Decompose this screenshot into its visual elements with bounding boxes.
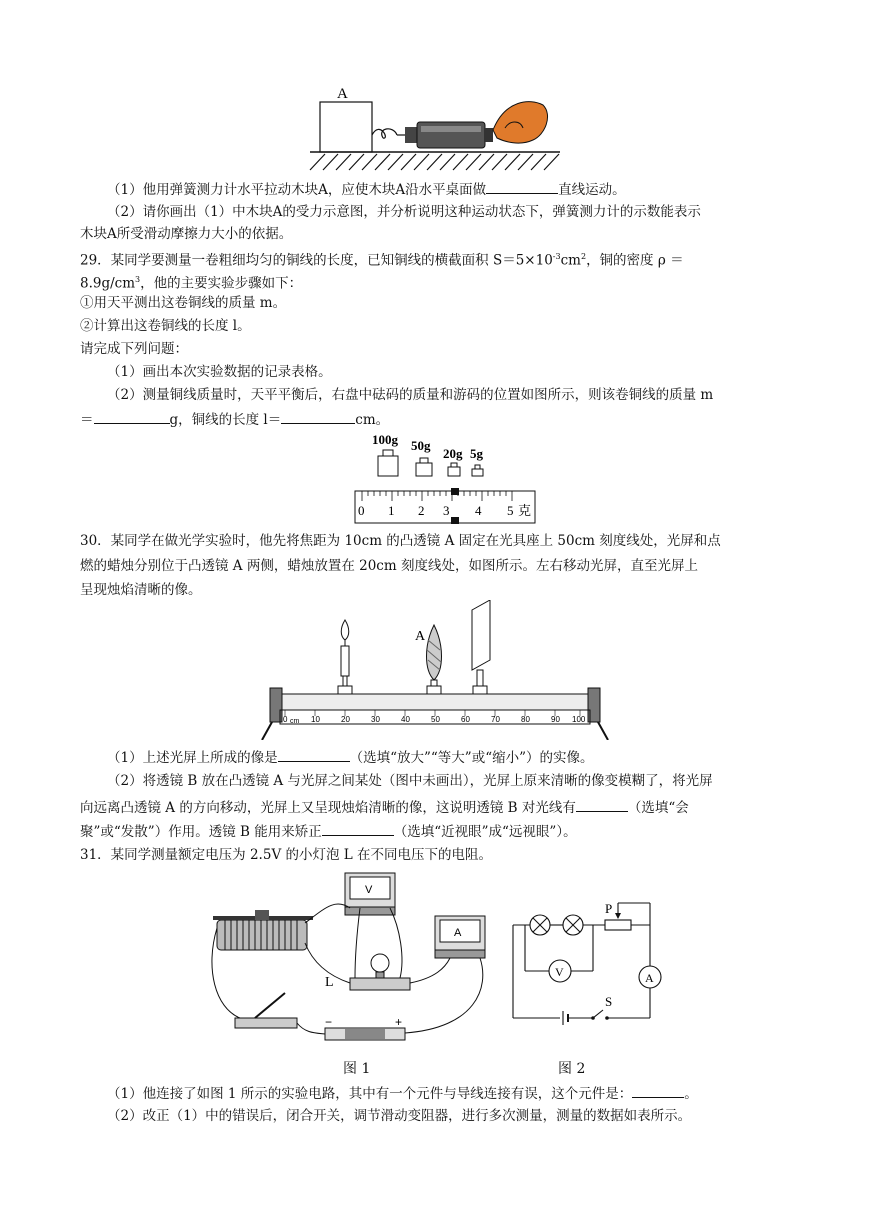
fig1-voltmeter-label: V — [365, 884, 373, 896]
bench-tick-10: 10 — [311, 715, 320, 724]
q30-part1 — [107, 747, 594, 767]
q30-part2-line2 — [80, 797, 689, 817]
q28-part2-line1: （2）请你画出（1）中木块A的受力示意图，并分析说明这种运动状态下，弹簧测力计的示数能表示 — [107, 204, 701, 220]
q30-p2-l3a: 聚”或“发散”）作用。透镜 B 能用来矫正 — [80, 824, 322, 840]
scale-tick-0: 0 — [358, 503, 365, 518]
bench-tick-40: 40 — [401, 715, 410, 724]
q31-p1-post: 。 — [684, 1086, 698, 1102]
battery-icon — [325, 1015, 405, 1040]
bench-tick-20: 20 — [341, 715, 350, 724]
weight-100g-icon — [378, 450, 398, 476]
q30-p1-pre: （1）上述光屏上所成的像是 — [107, 750, 278, 766]
circuit-fig2 — [505, 893, 670, 1033]
bench-tick-100: 100 — [572, 715, 586, 724]
q30-image-blank[interactable] — [278, 747, 350, 762]
q29-l2-b: ，他的主要实验步骤如下： — [140, 275, 303, 292]
q29-l1-exp1: -3 — [552, 252, 561, 261]
q31-component-blank[interactable] — [632, 1083, 684, 1098]
bench-tick-50: 50 — [431, 715, 440, 724]
q29-part2-line1: （2）测量铜线质量时，天平平衡后，右盘中砝码的质量和游码的位置如图所示，则该卷铜线的质量 m — [107, 387, 714, 403]
q31-p1-pre: （1）他连接了如图 1 所示的实验电路，其中有一个元件与导线连接有误，这个元件是： — [107, 1086, 633, 1102]
q29-part2-line2 — [80, 409, 389, 429]
q29-l1-c: ，铜的密度 ρ ＝ — [586, 252, 684, 269]
bench-tick-90: 90 — [551, 715, 560, 724]
weight-label-5g: 5g — [470, 446, 483, 461]
bench-tick-60: 60 — [461, 715, 470, 724]
bench-tick-0: 0 — [283, 715, 288, 724]
lens-a-icon — [427, 625, 442, 690]
q29-mass-blank[interactable] — [94, 409, 170, 424]
q29-l1-a: 29．某同学要测量一卷粗细均匀的铜线的长度，已知铜线的横截面积 S＝5×10 — [80, 252, 553, 269]
block-spring-scale-figure — [305, 80, 565, 175]
q29-l2-a: 8.9g/cm — [80, 275, 136, 292]
circuit-fig1 — [205, 868, 500, 1048]
q28-part2-line2: 木块A所受滑动摩擦力大小的依据。 — [80, 226, 293, 242]
fig2-label-P: P — [605, 901, 613, 916]
bench-unit: cm — [290, 718, 300, 725]
q29-p2-l2c: cm。 — [355, 412, 390, 428]
scale-tick-5: 5 — [507, 503, 514, 518]
q28-part1-post: 直线运动。 — [558, 182, 626, 198]
bench-tick-70: 70 — [491, 715, 500, 724]
bench-tick-80: 80 — [521, 715, 530, 724]
ammeter-device-icon — [435, 916, 485, 958]
q29-stem-line1 — [80, 248, 684, 270]
q29-p2-l2a: ＝ — [80, 412, 94, 428]
voltmeter-device-icon — [345, 873, 395, 915]
battery-minus: − — [325, 1015, 333, 1029]
q31-part2: （2）改正（1）中的错误后，闭合开关，调节滑动变阻器，进行多次测量，测量的数据如表所示。 — [107, 1108, 692, 1124]
q31-part1 — [107, 1083, 698, 1103]
q29-stem-line2 — [80, 271, 302, 293]
fig1-label-L: L — [325, 975, 334, 990]
q30-p2-l3b: （选填“近视眼”成“远视眼”）。 — [393, 824, 577, 840]
q29-step2: ②计算出这卷铜线的长度 l。 — [80, 318, 251, 334]
weight-label-20g: 20g — [443, 446, 463, 461]
fig2-voltmeter-label: V — [555, 965, 564, 979]
q30-stem-line1: 30．某同学在做光学实验时，他先将焦距为 10cm 的凸透镜 A 固定在光具座上 50cm 刻度线处，光屏和点 — [80, 533, 721, 549]
q30-stem-line2: 燃的蜡烛分别位于凸透镜 A 两侧，蜡烛放置在 20cm 刻度线处，如图所示。左右移动光屏，直至光屏上 — [80, 558, 698, 574]
q30-lens-effect-blank[interactable] — [576, 797, 628, 812]
q28-part1 — [107, 179, 626, 199]
q29-prompt: 请完成下列问题： — [80, 341, 188, 357]
scale-tick-3: 3 — [443, 503, 450, 518]
candle-icon — [341, 620, 349, 688]
q30-p1-post: （选填“放大”“等大”或“缩小”）的实像。 — [349, 750, 594, 766]
rheostat-icon — [213, 910, 313, 950]
fig2-ammeter-label: A — [645, 971, 654, 985]
q29-length-blank[interactable] — [281, 409, 355, 424]
q30-p2-l2b: （选填“会 — [627, 800, 689, 816]
block-a-label: A — [337, 86, 348, 102]
q30-part2-line3 — [80, 821, 577, 841]
q30-p2-l2a: 向远离凸透镜 A 的方向移动，光屏上又呈现烛焰清晰的像，这说明透镜 B 对光线有 — [80, 800, 576, 816]
weight-label-100g: 100g — [372, 432, 398, 447]
battery-plus: + — [395, 1015, 403, 1029]
fig1-caption: 图 1 — [343, 1061, 371, 1077]
weight-50g-icon — [416, 458, 432, 476]
q30-eye-blank[interactable] — [322, 821, 394, 836]
q28-part1-blank[interactable] — [486, 179, 558, 194]
q29-step1: ①用天平测出这卷铜线的质量 m。 — [80, 295, 287, 311]
q29-l1-exp2: 2 — [580, 252, 587, 261]
bench-tick-30: 30 — [371, 715, 380, 724]
fig1-ammeter-label: A — [454, 927, 462, 939]
q30-part2-line1: （2）将透镜 B 放在凸透镜 A 与光屏之间某处（图中未画出），光屏上原来清晰的像变模糊了，将光屏 — [107, 773, 713, 789]
q29-part1: （1）画出本次实验数据的记录表格。 — [107, 364, 332, 380]
scale-unit: 克 — [518, 503, 532, 518]
scale-tick-2: 2 — [418, 503, 425, 518]
weight-5g-icon — [472, 465, 483, 476]
weight-20g-icon — [448, 463, 460, 476]
q29-l1-b: cm — [560, 252, 581, 269]
weight-label-50g: 50g — [411, 438, 431, 453]
q31-stem: 31．某同学测量额定电压为 2.5V 的小灯泡 L 在不同电压下的电阻。 — [80, 847, 493, 863]
q28-part1-pre: （1）他用弹簧测力计水平拉动木块A，应使木块A沿水平桌面做 — [107, 182, 487, 198]
rider-marker — [451, 488, 459, 495]
balance-weights-figure — [350, 428, 550, 528]
lens-a-label: A — [415, 629, 426, 644]
scale-tick-4: 4 — [475, 503, 482, 518]
q29-p2-l2b: g，铜线的长度 l＝ — [169, 412, 282, 428]
fig2-caption: 图 2 — [558, 1061, 586, 1077]
q30-stem-line3: 呈现烛焰清晰的像。 — [80, 582, 202, 598]
optical-bench-figure — [260, 600, 610, 740]
light-screen-icon — [472, 600, 490, 690]
fig2-label-S: S — [605, 994, 613, 1009]
q29-l2-exp: 3 — [135, 275, 141, 284]
scale-tick-1: 1 — [388, 503, 395, 518]
knife-switch-icon — [235, 993, 297, 1028]
